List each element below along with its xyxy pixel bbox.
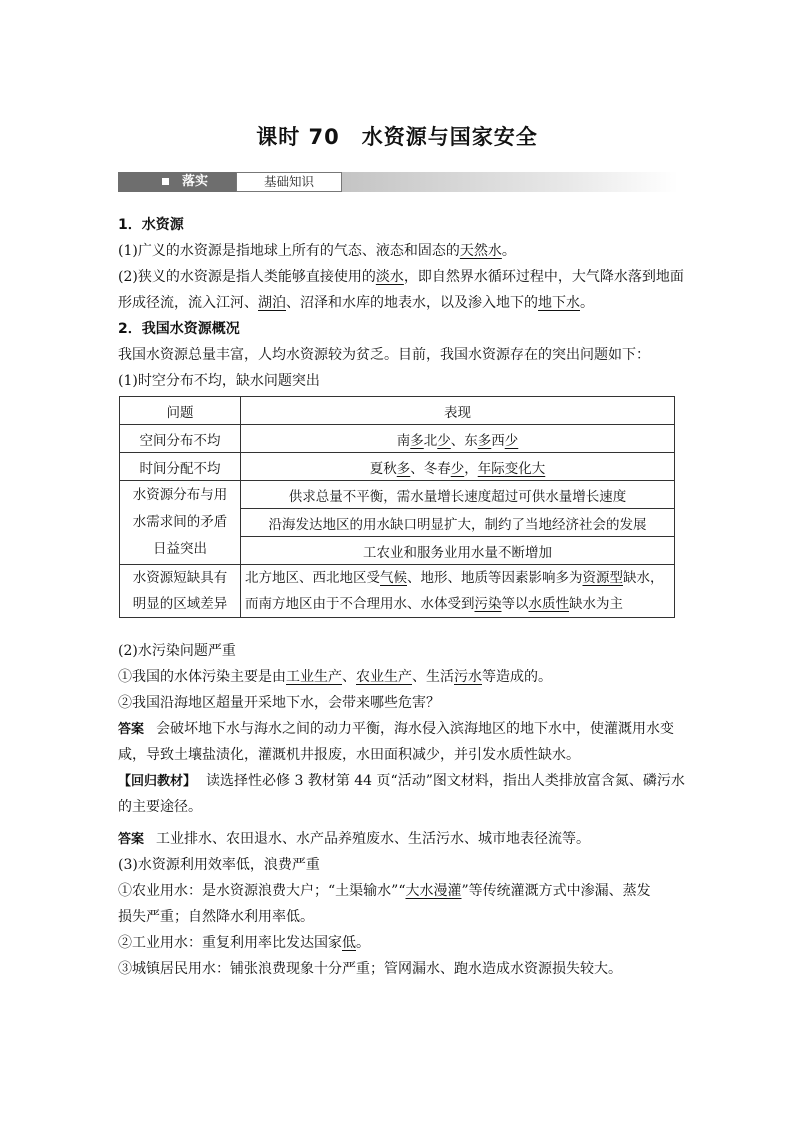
answer-underline: 多 <box>410 432 424 449</box>
review-tag: 【回归教材】 <box>118 774 197 789</box>
section-banner <box>118 172 678 192</box>
answer-underline: 湖泊 <box>258 295 286 311</box>
table-cell: 沿海发达地区的用水缺口明显扩大，制约了当地经济社会的发展 <box>241 509 675 537</box>
text: ，即自然界水循环过程中，大气降水落到地面 <box>403 269 684 285</box>
answer-2-line2: 咸，导致土壤盐渍化，灌溉机井报废，水田面积减少，并引发水质性缺水。 <box>118 747 580 763</box>
agriculture-line2: 损失严重；自然降水利用率低。 <box>118 909 314 925</box>
table-cell: 时间分配不均 <box>120 453 241 481</box>
answer-underline: 少 <box>437 432 451 449</box>
text: ， <box>464 460 478 477</box>
question-2: ②我国沿海地区超量开采地下水，会带来哪些危害？ <box>118 695 440 711</box>
table-row <box>120 425 675 453</box>
industry-line <box>118 930 678 956</box>
answer-underline: 多 <box>477 432 492 449</box>
paragraph-broad-definition <box>118 238 678 264</box>
answer-underline: 气候 <box>380 570 407 586</box>
text: ①我国的水体污染主要是由 <box>118 669 286 685</box>
text: 等以 <box>501 596 529 612</box>
answer-2-line1 <box>118 716 678 742</box>
answer-underline: 年际变化大 <box>477 460 546 477</box>
answer-3 <box>118 826 678 852</box>
review-textbook-line1 <box>118 768 685 794</box>
text: 会破坏地下水与海水之间的动力平衡，海水侵入滨海地区的地下水中，使灌溉用水变 <box>156 721 675 737</box>
table-header-problem: 问题 <box>120 397 241 425</box>
text: 缺水为主 <box>569 596 623 612</box>
answer-underline: 污水 <box>454 669 482 685</box>
agriculture-line1 <box>118 878 678 904</box>
paragraph-intro: 我国水资源总量丰富，人均水资源较为贫乏。目前，我国水资源存在的突出问题如下： <box>118 347 650 363</box>
text: 形成径流，流入江河、 <box>118 295 258 311</box>
text: 缺水， <box>623 570 664 586</box>
answer-underline: 地下水 <box>538 295 580 311</box>
text: 南 <box>396 432 411 449</box>
main-content <box>118 212 685 982</box>
table-cell <box>241 565 675 618</box>
text: 、冬春 <box>410 460 451 477</box>
text: 北方地区、西北地区受 <box>245 570 380 586</box>
subheading-low-efficiency: (3)水资源利用效率低，浪费严重 <box>118 857 320 873</box>
answer-underline: 低 <box>342 935 356 951</box>
answer-underline: 淡水 <box>375 269 404 285</box>
text: 水需求间的矛盾 <box>132 514 228 530</box>
urban-line: ③城镇居民用水：铺张浪费现象十分严重；管网漏水、跑水造成水资源损失较大。 <box>118 961 622 977</box>
answer-underline: 少 <box>504 432 519 449</box>
spacer <box>118 622 678 638</box>
text: 日益突出 <box>153 541 207 557</box>
banner-label: 落实 <box>182 174 209 189</box>
square-bullet-icon <box>162 178 169 185</box>
text: 西 <box>491 432 505 449</box>
text: 。 <box>580 295 594 311</box>
table-cell <box>120 565 241 618</box>
text: 等造成的。 <box>482 669 552 685</box>
table-cell <box>120 481 241 565</box>
answer-underline: 少 <box>450 460 465 477</box>
text: 、 <box>342 669 356 685</box>
text: ②工业用水：重复利用率比发达国家 <box>118 935 342 951</box>
text: 。 <box>356 935 370 951</box>
text-line <box>245 591 670 617</box>
table-header-row <box>120 397 675 425</box>
problems-table <box>119 396 675 618</box>
text-line <box>245 565 670 591</box>
text: 、东 <box>450 432 478 449</box>
subheading-uneven-distribution: (1)时空分布不均，缺水问题突出 <box>118 373 320 389</box>
text: 工业排水、农田退水、水产品养殖废水、生活污水、城市地表径流等。 <box>156 831 591 847</box>
table-cell <box>241 453 675 481</box>
text: 读选择性必修 3 教材第 44 页“活动”图文材料，指出人类排放富含氮、磷污水 <box>206 773 685 789</box>
answer-underline: 农业生产 <box>356 669 412 685</box>
page-title: 课时 70 水资源与国家安全 <box>256 125 538 149</box>
text: 水资源分布与用 <box>132 487 228 503</box>
text: 明显的区域差异 <box>132 596 228 612</box>
answer-label: 答案 <box>118 832 145 847</box>
banner-dark-block <box>118 172 236 192</box>
table-cell: 供求总量不平衡，需水量增长速度超过可供水量增长速度 <box>241 481 675 509</box>
answer-label: 答案 <box>118 722 145 737</box>
text: (2)狭义的水资源是指人类能够直接使用的 <box>118 269 376 285</box>
text: 夏秋 <box>369 460 397 477</box>
answer-underline: 天然水 <box>459 243 502 259</box>
text: 、地形、地质等因素影响多为 <box>407 570 583 586</box>
table-cell: 工农业和服务业用水量不断增加 <box>241 537 675 565</box>
table-row <box>120 565 675 618</box>
answer-underline: 污染 <box>474 596 502 612</box>
table-header-manifestation: 表现 <box>241 397 675 425</box>
text: 、沼泽和水库的地表水，以及渗入地下的 <box>286 295 538 311</box>
subheading-water-pollution: (2)水污染问题严重 <box>118 643 236 659</box>
paragraph-narrow-definition-line2 <box>118 290 678 316</box>
text: 水资源短缺具有 <box>132 570 228 586</box>
table-cell: 空间分布不均 <box>120 425 241 453</box>
answer-underline: 工业生产 <box>286 669 342 685</box>
table-row <box>120 481 675 509</box>
section-heading-china-overview: 2．我国水资源概况 <box>118 321 240 337</box>
banner-sublabel: 基础知识 <box>236 172 342 192</box>
answer-underline: 多 <box>396 460 411 477</box>
answer-underline: 水质性 <box>528 596 569 612</box>
question-1 <box>118 664 678 690</box>
table-cell <box>241 425 675 453</box>
text: 。 <box>501 243 516 259</box>
text: 北 <box>423 432 438 449</box>
text: ①农业用水：是水资源浪费大户；“土渠输水”“ <box>118 883 406 899</box>
table-row <box>120 453 675 481</box>
section-heading-water-resources: 1．水资源 <box>118 217 184 233</box>
text: ”等传统灌溉方式中渗漏、蒸发 <box>461 883 651 899</box>
text: 而南方地区由于不合理用水、水体受到 <box>245 596 475 612</box>
review-textbook-line2: 的主要途径。 <box>118 799 202 815</box>
answer-underline: 大水漫灌 <box>405 883 462 899</box>
text: (1)广义的水资源是指地球上所有的气态、液态和固态的 <box>118 243 460 259</box>
paragraph-narrow-definition-line1 <box>118 264 684 290</box>
answer-underline: 资源型 <box>582 570 623 586</box>
text: 、生活 <box>412 669 454 685</box>
